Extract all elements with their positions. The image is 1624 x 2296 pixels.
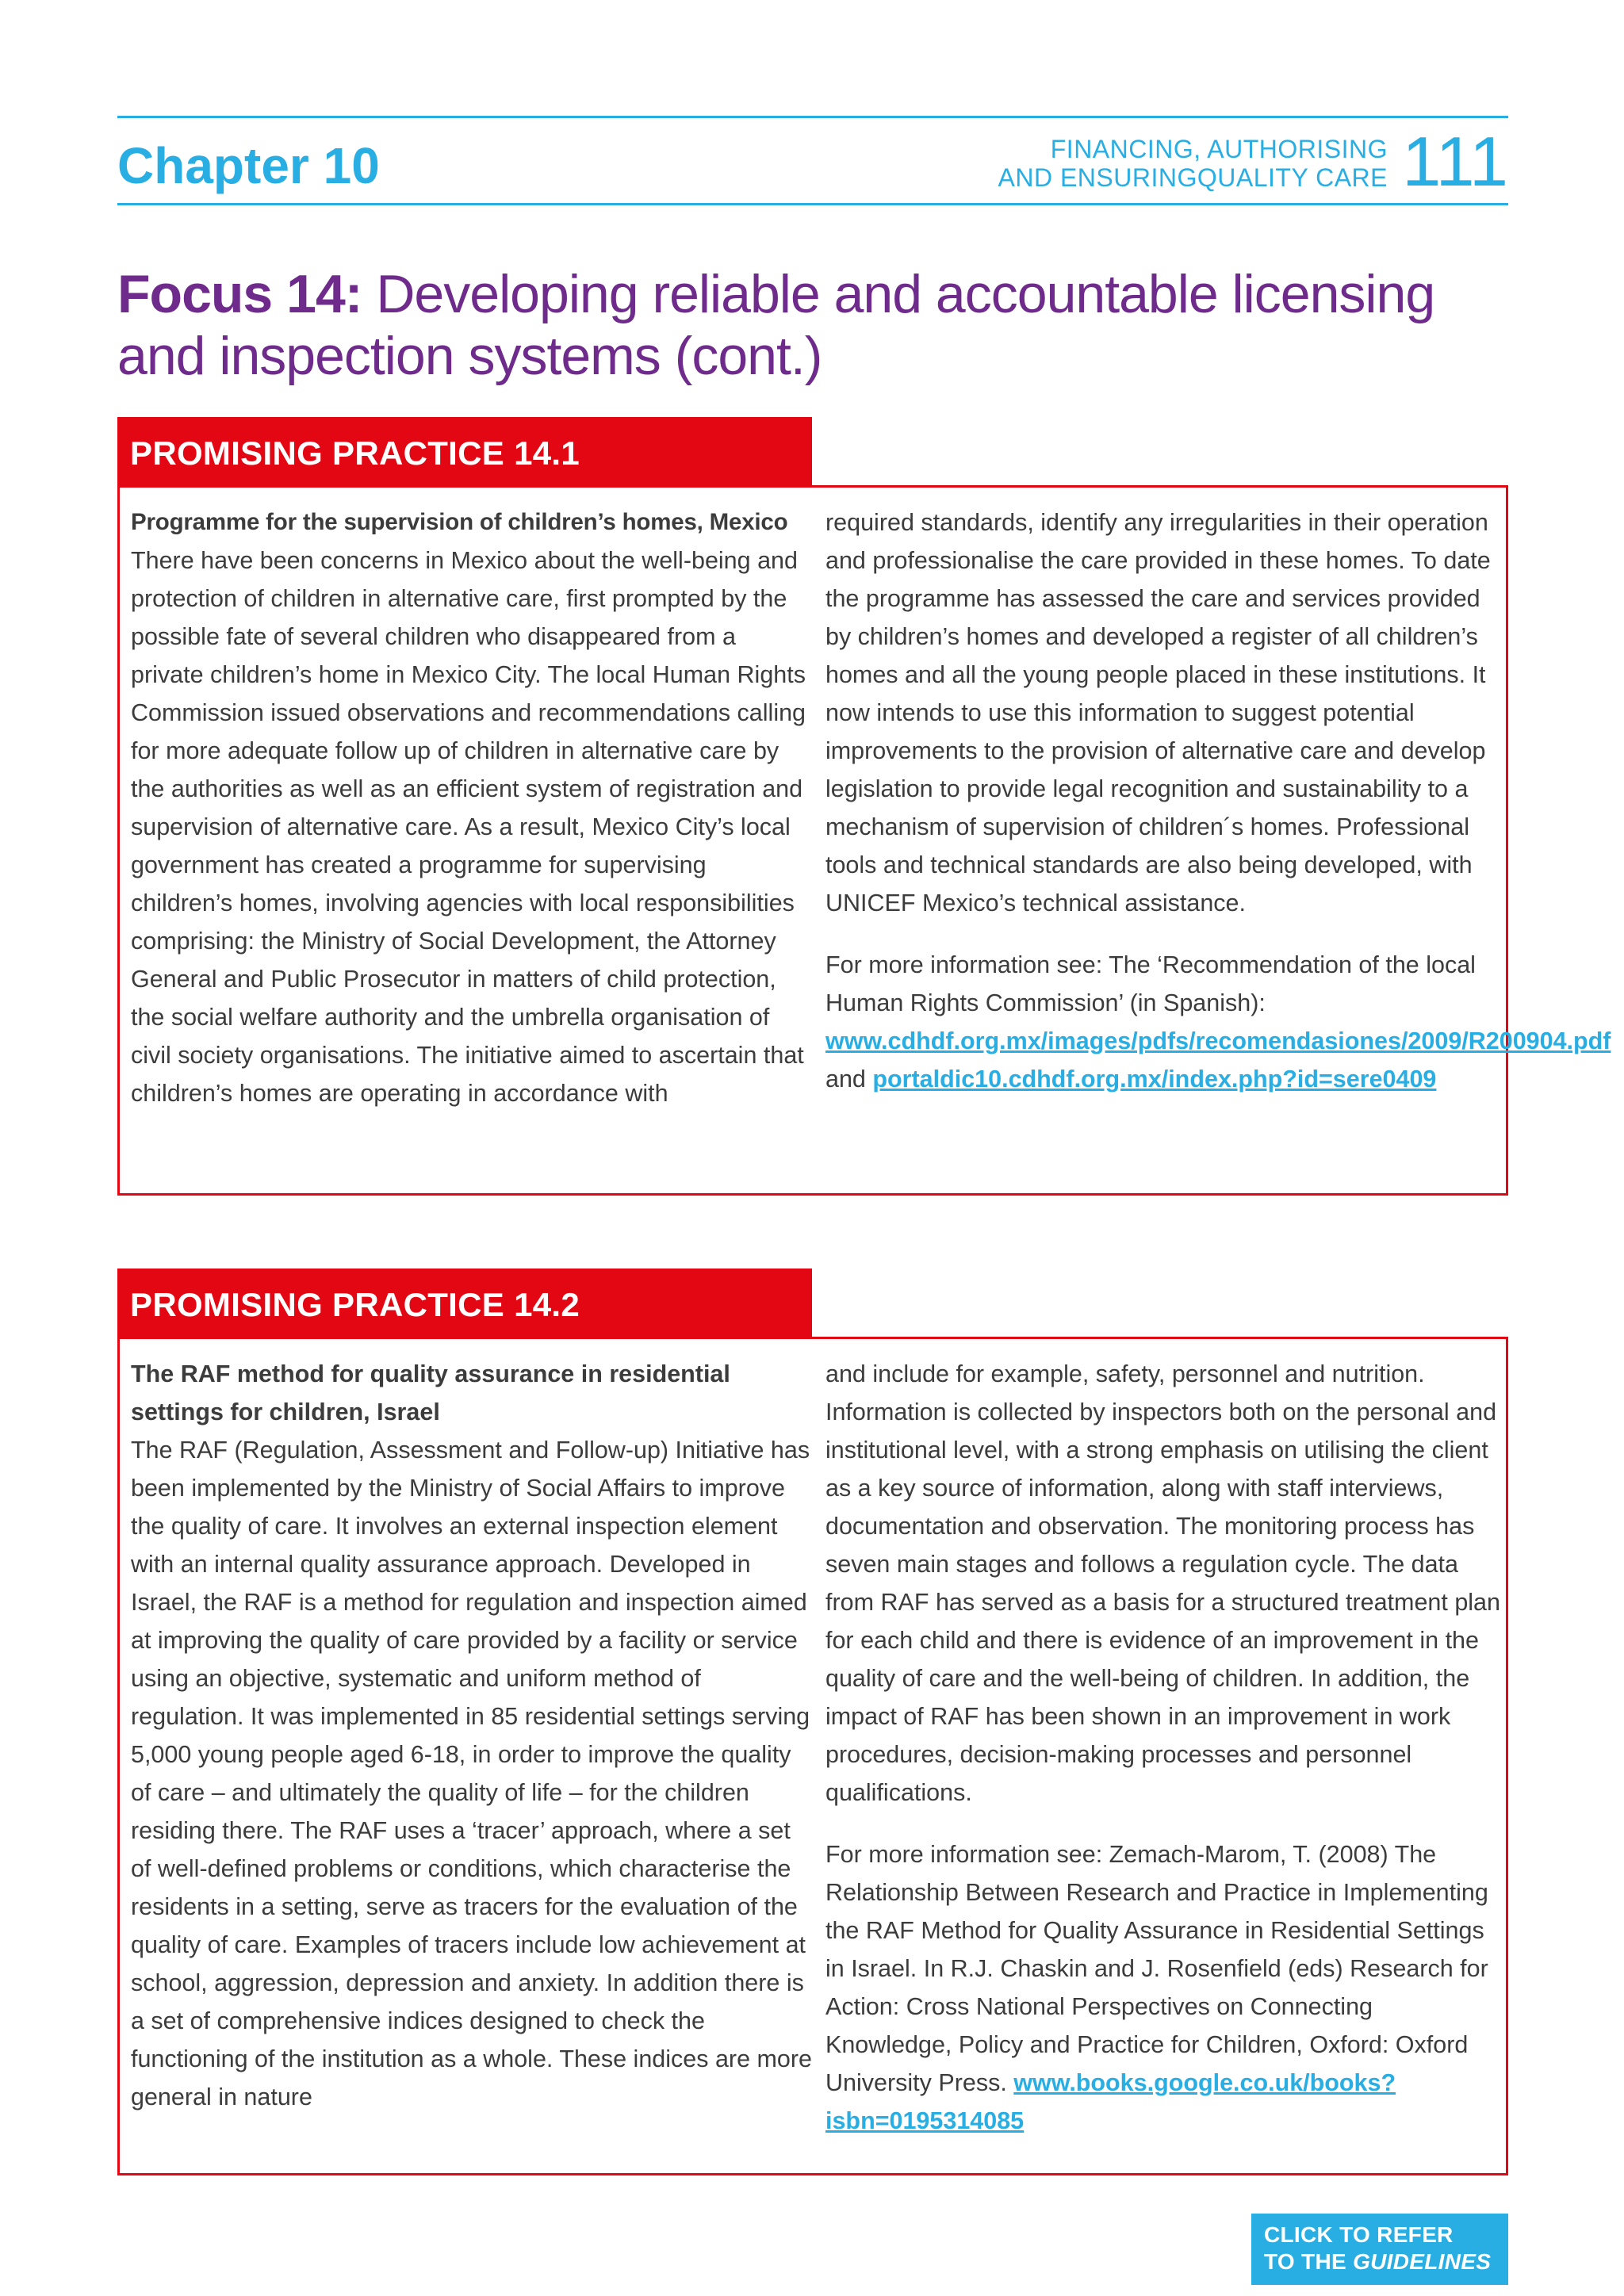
practice-1-body-right: required standards, identify any irregularities in their operation and professionalise the care provided in these homes. To date the programme has assessed the care and services provided by children’s homes and developed a register of all children’s homes and all the young people placed in these institutions. It now intends to use this information to suggest potential improvements to the provision of alternative care and develop legislation to provide legal recognition and sustainability to a mechanism of supervision of children´s homes. Professional tools and technical standards are also being developed, with UNICEF Mexico’s technical assistance.: [825, 509, 1491, 916]
focus-title-text: Developing reliable and accountable licensing and inspection systems (cont.): [117, 264, 1435, 386]
practice-2-body-left: The RAF (Regulation, Assessment and Follow-up) Initiative has been implemented by the Ministry of Social Affairs to improve the quality of care. It involves an external inspection element with an internal quality assurance approach. Developed in Israel, the RAF is a method for regulation and inspection aimed at improving the quality of care provided by a facility or service using an objective, systematic and uniform method of regulation. It was implemented in 85 residential settings serving 5,000 young people aged 6-18, in order to improve the quality of care – and ultimately the quality of life – for the children residing there. The RAF uses a ‘tracer’ approach, where a set of well-defined problems or conditions, which characterise the residents in a setting, serve as tracers for the evaluation of the quality of care. Examples of tracers include low achievement at school, aggression, depression and anxiety. In addition there is a set of comprehensive indices designed to check the functioning of the institution as a whole. These indices are more general in nature: [131, 1437, 813, 2110]
running-title-line1: FINANCING, AUTHORISING: [1050, 135, 1388, 163]
practice-2-heading: PROMISING PRACTICE 14.2: [117, 1269, 812, 1338]
cta-line2-prefix: TO THE: [1264, 2249, 1346, 2274]
practice-1-heading: PROMISING PRACTICE 14.1: [117, 417, 812, 487]
focus-title: [117, 263, 1505, 387]
cta-line1: CLICK TO REFER: [1264, 2222, 1454, 2247]
practice-1-more-info-text: For more information see: The ‘Recommendation of the local Human Rights Commission’ (in Spanish):: [825, 951, 1476, 1016]
practice-1-left-column: [131, 503, 814, 1112]
refer-guidelines-button[interactable]: [1251, 2214, 1508, 2285]
cta-line2-guidelines: GUIDELINES: [1353, 2249, 1492, 2274]
practice-2-more-info-text: For more information see: Zemach-Marom, T. (2008) The Relationship Between Research and Practice in Implementing the RAF Method for Quality Assurance in Residential Settings in Israel. In R.J. Chaskin and J. Rosenfield (eds) Research for Action: Cross National Perspectives on Connecting Knowledge, Policy and Practice for Children, Oxford: Oxford University Press.: [825, 1841, 1488, 2096]
practice-1-right-column: [825, 503, 1611, 1098]
header-bottom-rule: [117, 203, 1508, 205]
practice-1-link-cdhdf[interactable]: www.cdhdf.org.mx/images/pdfs/recomendasiones/2009/R200904.pdf: [825, 1027, 1611, 1054]
practice-2-left-column: [131, 1355, 814, 2116]
practice-2-box: [117, 1337, 1508, 2175]
header-top-rule: [117, 116, 1508, 118]
practice-1-link-portaldic[interactable]: portaldic10.cdhdf.org.mx/index.php?id=sere0409: [872, 1066, 1437, 1093]
page-number: 111: [1402, 122, 1508, 201]
practice-1-and: and: [825, 1066, 866, 1093]
running-title-line2: AND ENSURINGQUALITY CARE: [998, 163, 1388, 192]
cta-line2: [1264, 2248, 1496, 2275]
running-title: [833, 135, 1388, 192]
practice-1-more-info: [825, 946, 1611, 1098]
practice-2-right-column: [825, 1355, 1504, 2140]
practice-2-body-right: and include for example, safety, personnel and nutrition. Information is collected by inspectors both on the personal and institutional level, with a strong emphasis on utilising the client as a key source of information, along with staff interviews, documentation and observation. The monitoring process has seven main stages and follows a regulation cycle. The data from RAF has served as a basis for a structured treatment plan for each child and there is evidence of an improvement in the quality of care and the well-being of children. In addition, the impact of RAF has been shown in an improvement in work procedures, decision-making processes and personnel qualifications.: [825, 1360, 1500, 1806]
practice-1-subtitle: Programme for the supervision of children’s homes, Mexico: [131, 509, 788, 535]
practice-2-link-books[interactable]: www.books.google.co.uk/books?isbn=0195314085: [825, 2069, 1396, 2134]
focus-label: Focus 14:: [117, 264, 362, 324]
practice-2-subtitle: The RAF method for quality assurance in residential settings for children, Israel: [131, 1360, 730, 1425]
practice-2-more-info: [825, 1835, 1504, 2140]
practice-1-body-left: There have been concerns in Mexico about the well-being and protection of children in alternative care, first prompted by the possible fate of several children who disappeared from a private children’s home in Mexico City. The local Human Rights Commission issued observations and recommendations calling for more adequate follow up of children in alternative care by the authorities as well as an efficient system of registration and supervision of alternative care. As a result, Mexico City’s local government has created a programme for supervising children’s homes, involving agencies with local responsibilities comprising: the Ministry of Social Development, the Attorney General and Public Prosecutor in matters of child protection, the social welfare authority and the umbrella organisation of civil society organisations. The initiative aimed to ascertain that children’s homes are operating in accordance with: [131, 547, 806, 1107]
practice-1-box: [117, 485, 1611, 1196]
chapter-label: Chapter 10: [117, 137, 380, 194]
